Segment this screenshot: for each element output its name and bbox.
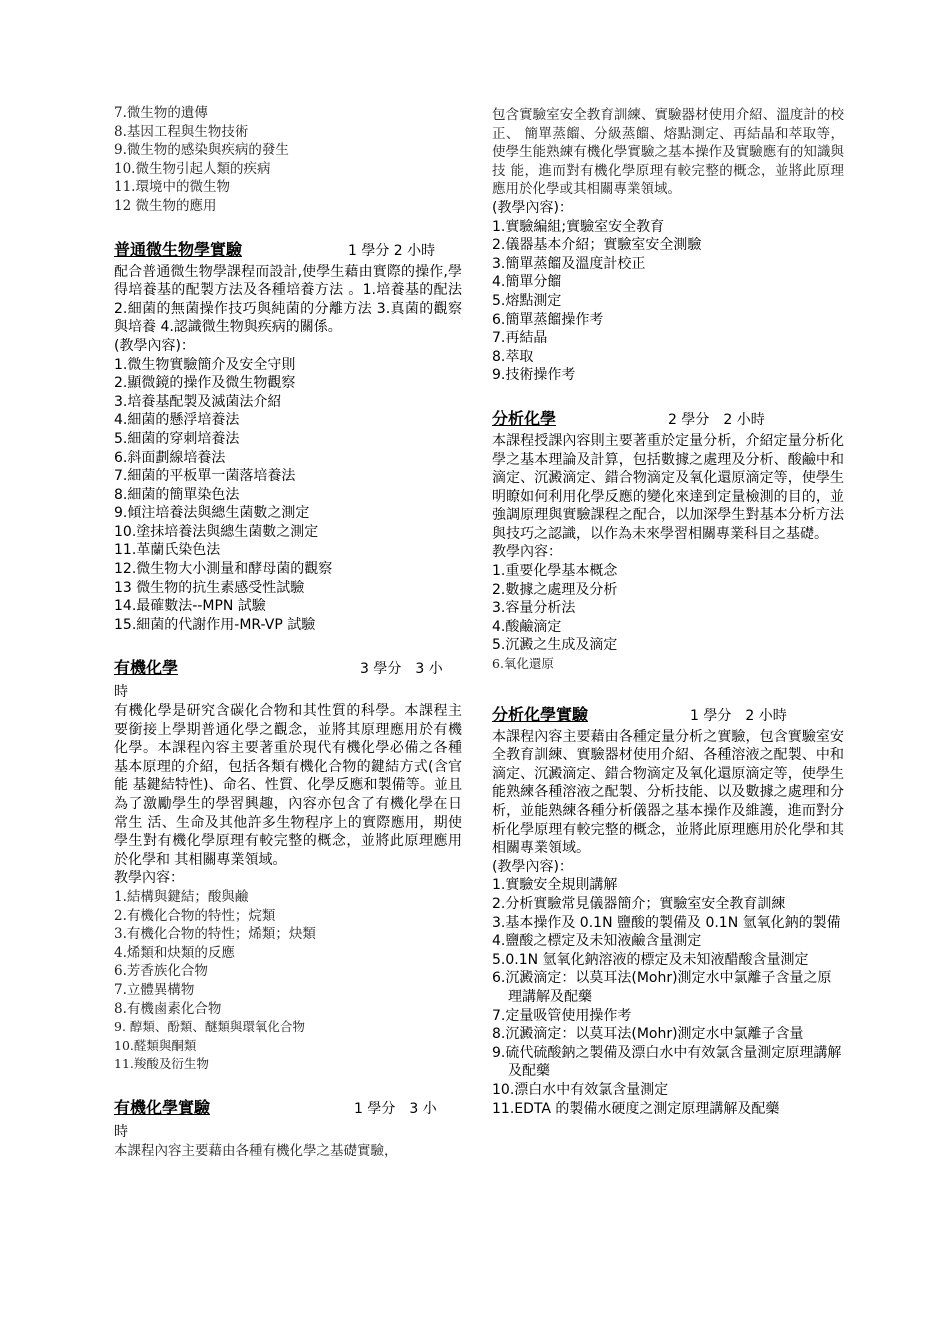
list-item: 1.微生物實驗簡介及安全守則 <box>114 356 296 373</box>
list-item: 1.重要化學基本概念 <box>492 563 618 580</box>
list-item: 2.有機化合物的特性；烷類 <box>114 907 276 924</box>
content-list <box>114 356 462 635</box>
content-label: 教學內容： <box>492 544 562 561</box>
left-column <box>114 104 476 1160</box>
list-item: 1.結構與鍵結；酸與鹼 <box>114 888 249 905</box>
list-item: 3.簡單蒸餾及溫度計校正 <box>492 255 646 272</box>
list-item: 11.羧酸及衍生物 <box>114 1056 209 1072</box>
content-label: (教學內容)： <box>492 858 573 875</box>
list-item: 12.微生物大小測量和酵母菌的觀察 <box>114 561 333 578</box>
course-description: 本課程內容主要藉由各種有機化學之基礎實驗， <box>114 1142 398 1159</box>
course-description-continued: 包含實驗室安全教育訓練、實驗器材使用介紹、溫度計的校正、 簡單蒸餾、分級蒸餾、熔點測定、再結晶和萃取等，使學生能熟練有機化學實驗之基本操作及實驗應有的知識與技 能，進而對有機化學原理有較完整的概念，並將此原理應用於化學或其相關專業領域。 <box>492 107 844 198</box>
content-list <box>492 562 844 674</box>
course-organic <box>114 658 476 1073</box>
list-item: 7.定量吸管使用操作考 <box>492 1007 632 1024</box>
list-item: 2.數據之處理及分析 <box>492 581 618 598</box>
list-item: 6.簡單蒸餾操作考 <box>492 311 604 328</box>
course-heading <box>492 706 844 728</box>
list-item: 2.顯微鏡的操作及微生物觀察 <box>114 375 296 392</box>
list-item: 4.烯類和炔類的反應 <box>114 944 235 961</box>
course-credits: 3 學分 3 小 <box>360 661 443 678</box>
course-heading <box>114 659 462 681</box>
list-item: 10.微生物引起人類的疾病 <box>114 160 271 177</box>
list-item: 10.漂白水中有效氯含量測定 <box>492 1081 669 1098</box>
list-item: 11.革蘭氏染色法 <box>114 542 221 559</box>
list-item: 7.立體異構物 <box>114 981 195 998</box>
course-micro-lab <box>114 241 462 635</box>
list-item: 4.細菌的懸浮培養法 <box>114 412 240 429</box>
list-item: 3.基本操作及 0.1N 鹽酸的製備及 0.1N 氫氧化鈉的製備 <box>492 914 841 931</box>
right-column <box>492 106 844 1118</box>
course-description: 有機化學是研究含碳化合物和其性質的科學。本課程主要銜接上學期普通化學之觀念，並將其原理應用於有機 化學。本課程內容主要著重於現代有機化學必備之各種基本原理的介紹，包括各類有機化合物的鍵結方式(含官能 基鍵結特性)、命名、性質、化學反應和製備等。並且為了激勵學生的學習興趣，內容亦包含了有機化學在日常生 活、生命及其他許多生物程序上的實際應用，期使學生對有機化學原理有較完整的概念，並將此原理應用於化學和 其相關專業領域。 <box>114 703 476 868</box>
course-heading <box>492 410 844 432</box>
course-credits: 2 學分 2 小時 <box>668 411 765 428</box>
list-item: 6.芳香族化合物 <box>114 963 208 980</box>
course-credits: 1 學分 3 小 <box>354 1100 437 1117</box>
course-heading <box>114 241 462 263</box>
list-item: 10.塗抹培養法與總生菌數之測定 <box>114 523 319 540</box>
intro-list <box>114 104 462 216</box>
course-description: 本課程授課內容則主要著重於定量分析，介紹定量分析化學之基本理論及計算，包括數據之處理及分析、酸鹼中和滴定、沉澱滴定、錯合物滴定及氧化還原滴定等，使學生明瞭如何利用化學反應的變化來達到定量檢測的目的，並強調原理與實驗課程之配合，以加深學生對基本分析方法與技巧之認識，以作為未來學習相關專業科目之基礎。 <box>492 432 844 542</box>
list-item: 11.環境中的微生物 <box>114 179 230 196</box>
course-title: 分析化學 <box>492 408 557 428</box>
list-item: 8.基因工程與生物技術 <box>114 123 249 140</box>
content-list <box>492 876 844 1118</box>
course-credits: 1 學分 2 小時 <box>348 242 436 259</box>
list-item: 6.氧化還原 <box>492 656 554 672</box>
list-item: 14.最確數法--MPN 試驗 <box>114 598 266 615</box>
course-title: 有機化學 <box>114 658 179 678</box>
list-item: 9.硫代硫酸鈉之製備及漂白水中有效氯含量測定原理講解及配藥 <box>492 1044 842 1080</box>
list-item: 10.醛類與酮類 <box>114 1037 197 1053</box>
list-item: 7.微生物的遺傳 <box>114 105 208 121</box>
list-item: 13 微生物的抗生素感受性試驗 <box>114 579 305 596</box>
list-item: 15.細菌的代謝作用-MR-VP 試驗 <box>114 616 316 633</box>
list-item: 8.沉澱滴定：以莫耳法(Mohr)測定水中氯離子含量 <box>492 1026 804 1043</box>
list-item: 5.熔點測定 <box>492 292 562 309</box>
content-label: (教學內容)： <box>492 199 573 216</box>
list-item: 12 微生物的應用 <box>114 197 217 214</box>
list-item: 8.有機鹵素化合物 <box>114 1000 222 1017</box>
course-credits: 1 學分 2 小時 <box>690 707 787 724</box>
list-item: 4.酸鹼滴定 <box>492 618 562 635</box>
course-analytical <box>492 410 844 674</box>
content-label: (教學內容)： <box>114 337 195 354</box>
list-item: 8.細菌的簡單染色法 <box>114 486 240 503</box>
list-item: 3.容量分析法 <box>492 600 576 617</box>
list-item: 5.0.1N 氫氧化鈉溶液的標定及未知液醋酸含量測定 <box>492 951 809 968</box>
course-credits-continued: 時 <box>114 684 128 701</box>
list-item: 7.再結晶 <box>492 330 548 347</box>
list-item: 4.鹽酸之標定及未知液鹼含量測定 <box>492 933 702 950</box>
course-description: 配合普通微生物學課程而設計,使學生藉由實際的操作,學得培養基的配製方法及各種培養方法 。1.培養基的配法 2.細菌的無菌操作技巧與純菌的分離方法 3.真菌的觀察與培養 4.認識微生物與疾病的關係。 <box>114 263 462 336</box>
list-item: 5.沉澱之生成及滴定 <box>492 637 618 654</box>
course-title: 普通微生物學實驗 <box>114 239 243 259</box>
list-item: 6.斜面劃線培養法 <box>114 449 226 466</box>
list-item: 1.實驗編組;實驗室安全教育 <box>492 218 665 235</box>
list-item: 3.培養基配製及滅菌法介紹 <box>114 393 282 410</box>
list-item: 9.技術操作考 <box>492 367 576 384</box>
list-item: 6.沉澱滴定：以莫耳法(Mohr)測定水中氯離子含量之原理講解及配藥 <box>492 970 832 1005</box>
content-list <box>492 218 844 385</box>
course-heading <box>114 1099 462 1121</box>
course-analytical-lab <box>492 706 844 1118</box>
course-organic-lab <box>114 1099 462 1160</box>
course-credits-continued: 時 <box>114 1123 128 1140</box>
list-item: 11.EDTA 的製備水硬度之測定原理講解及配藥 <box>492 1100 780 1117</box>
course-title: 分析化學實驗 <box>492 704 589 724</box>
list-item: 9.傾注培養法與總生菌數之測定 <box>114 505 310 522</box>
course-description: 本課程內容主要藉由各種定量分析之實驗，包含實驗室安全教育訓練、實驗器材使用介紹、各種溶液之配製、中和滴定、沉澱滴定、錯合物滴定及氧化還原滴定等，使學生能熟練各種溶液之配製、分析技能、以及數據之處理和分析，並能熟練各種分析儀器之基本操作及維護，進而對分析化學原理有較完整的概念，並將此原理應用於化學和其相關專業領域。 <box>492 728 844 857</box>
list-item: 3.有機化合物的特性；烯類；炔類 <box>114 926 316 943</box>
course-title: 有機化學實驗 <box>114 1097 211 1117</box>
list-item: 2.分析實驗常見儀器簡介；實驗室安全教育訓練 <box>492 895 786 912</box>
list-item: 8.萃取 <box>492 348 534 365</box>
list-item: 9. 醇類、酚類、醚類與環氧化合物 <box>114 1019 305 1035</box>
content-label: 教學內容： <box>114 870 184 887</box>
list-item: 1.實驗安全規則講解 <box>492 877 618 894</box>
list-item: 2.儀器基本介紹；實驗室安全測驗 <box>492 237 702 254</box>
content-list <box>114 888 462 1074</box>
list-item: 5.細菌的穿刺培養法 <box>114 430 240 447</box>
list-item: 4.簡單分餾 <box>492 274 562 291</box>
list-item: 9.微生物的感染與疾病的發生 <box>114 142 289 159</box>
list-item: 7.細菌的平板單一菌落培養法 <box>114 468 296 485</box>
